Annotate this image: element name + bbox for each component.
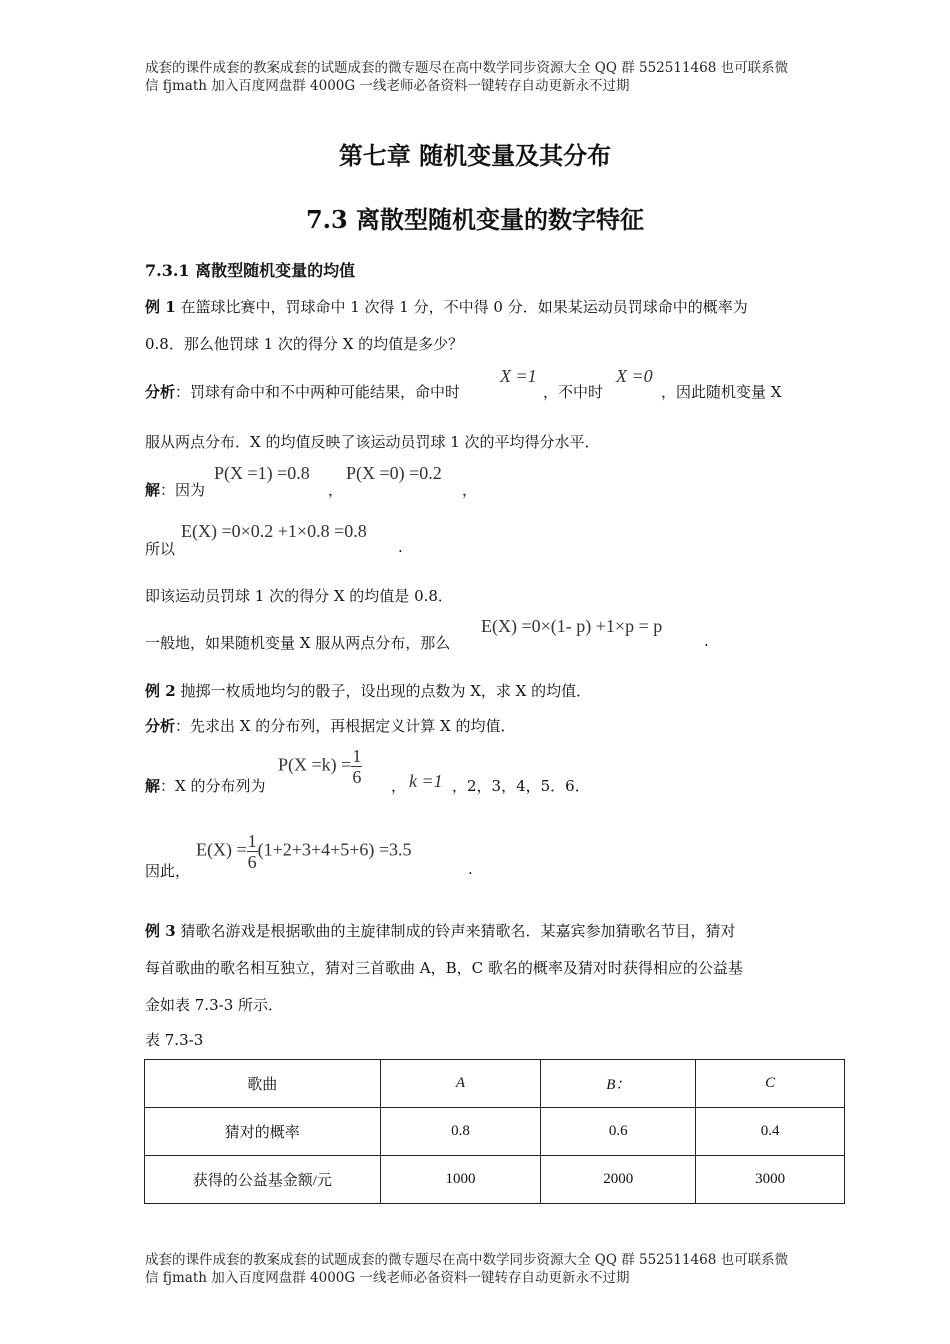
math-x-eq-1: X =1 [500,366,537,386]
table-cell: 获得的公益基金额/元 [145,1156,381,1204]
ex2-therefore-end: . [468,860,473,878]
math-die-lhs: E(X) = [196,839,247,860]
fraction-1-6-b [247,831,258,872]
header-line-1: 成套的课件成套的教案成套的试题成套的微专题尽在高中数学同步资源大全 QQ 群 552511468 也可联系微 [145,60,789,76]
math-x-eq-0: X =0 [616,366,653,386]
math-dist-list [278,746,362,787]
ex2-solution-text-a: ：X 的分布列为 [160,777,266,795]
solution-text-a: ：因为 [160,481,206,499]
math-die-rhs: (1+2+3+4+5+6) =3.5 [257,839,412,860]
ex2-line-1 [145,680,591,701]
header-line-2: 信 fjmath 加入百度网盘群 4000G 一线老师必备资料一键转存自动更新永不过期 [145,78,630,94]
table-cell: 3000 [696,1156,845,1204]
table-row [145,1108,845,1156]
ex2-label: 例 2 [145,682,176,700]
ex2-solution-label: 解 [145,777,161,795]
table-header-cell: B： [541,1060,696,1108]
subsection-title: 7.3.1 离散型随机变量的均值 [145,261,356,280]
table-caption: 表 7.3-3 [145,1031,204,1049]
general-text: 一般地，如果随机变量 X 服从两点分布，那么 [145,634,451,652]
math-die-mean [196,831,412,872]
ex2-text-1: 抛掷一枚质地均匀的骰子，设出现的点数为 X，求 X 的均值． [180,682,592,700]
ex1-conclusion: 即该运动员罚球 1 次的得分 X 的均值是 0.8． [145,587,453,605]
footer-line-2: 信 fjmath 加入百度网盘群 4000G 一线老师必备资料一键转存自动更新永不过期 [145,1270,630,1286]
analysis-label: 分析 [145,383,176,401]
table-cell: 0.4 [696,1108,845,1156]
table-header-cell: 歌曲 [145,1060,381,1108]
ex1-text-1: 在篮球比赛中，罚球命中 1 次得 1 分，不中得 0 分．如果某运动员罚球命中的概率为 [180,298,748,316]
probability-table [144,1059,845,1204]
ex3-line-3: 金如表 7.3-3 所示． [145,996,284,1014]
analysis-text-a: ：罚球有命中和不中两种可能结果，命中时 [175,383,461,401]
solution-label: 解 [145,481,161,499]
table-header-cell: A [380,1060,541,1108]
ex1-solution [145,479,205,500]
section-title: 7.3 离散型随机变量的数字特征 [305,205,645,234]
ex3-line-2: 每首歌曲的歌名相互独立，猜对三首歌曲 A，B，C 歌名的概率及猜对时获得相应的公益基 [145,959,743,977]
ex1-label: 例 1 [145,298,176,316]
solution-sep: ， [328,481,344,499]
so-end: . [398,538,403,556]
analysis-text-b: ，不中时 [543,383,604,401]
ex1-line-2: 0.8．那么他罚球 1 次的得分 X 的均值是多少？ [145,335,464,353]
fraction-1-6 [351,746,362,787]
math-ex-0-8: E(X) =0×0.2 +1×0.8 =0.8 [181,521,367,541]
math-p-x-0: P(X =0) =0.2 [346,463,442,483]
general-end: . [704,632,709,650]
analysis-text-c: ，因此随机变量 X [661,383,782,401]
ex3-line-1 [145,920,735,941]
so-text: 所以 [145,540,176,558]
math-dist-lhs: P(X =k) = [278,754,352,775]
math-k-eq-1: k =1 [409,771,443,791]
math-p-x-1: P(X =1) =0.8 [214,463,310,483]
ex3-label: 例 3 [145,922,176,940]
ex2-analysis-text: ：先求出 X 的分布列，再根据定义计算 X 的均值． [175,717,516,735]
ex2-solution-values: ，2，3，4，5．6． [452,777,590,795]
frac-den: 6 [352,767,362,787]
ex2-analysis-label: 分析 [145,717,176,735]
solution-end: ， [462,481,478,499]
table-header-row [145,1060,845,1108]
ex1-line-1 [145,296,748,317]
analysis-line-2: 服从两点分布．X 的均值反映了该运动员罚球 1 次的平均得分水平． [145,433,600,451]
ex2-solution-sep: ， [391,777,407,795]
math-two-point-mean: E(X) =0×(1- p) +1×p = p [481,616,663,636]
frac-num: 1 [352,746,362,766]
frac-den-b: 6 [247,852,257,872]
table-header-cell: C [696,1060,845,1108]
table-cell: 0.8 [380,1108,541,1156]
chapter-title: 第七章 随机变量及其分布 [338,141,612,170]
ex2-therefore: 因此， [145,862,191,880]
table-cell: 0.6 [541,1108,696,1156]
ex3-text-1: 猜歌名游戏是根据歌曲的主旋律制成的铃声来猜歌名．某嘉宾参加猜歌名节目，猜对 [180,922,736,940]
ex2-analysis [145,715,515,736]
table-row [145,1156,845,1204]
table-cell: 猜对的概率 [145,1108,381,1156]
table-cell: 1000 [380,1156,541,1204]
ex2-solution [145,775,265,796]
table-cell: 2000 [541,1156,696,1204]
footer-line-1: 成套的课件成套的教案成套的试题成套的微专题尽在高中数学同步资源大全 QQ 群 552511468 也可联系微 [145,1252,789,1268]
frac-num-b: 1 [247,831,257,851]
ex1-analysis [145,381,460,402]
